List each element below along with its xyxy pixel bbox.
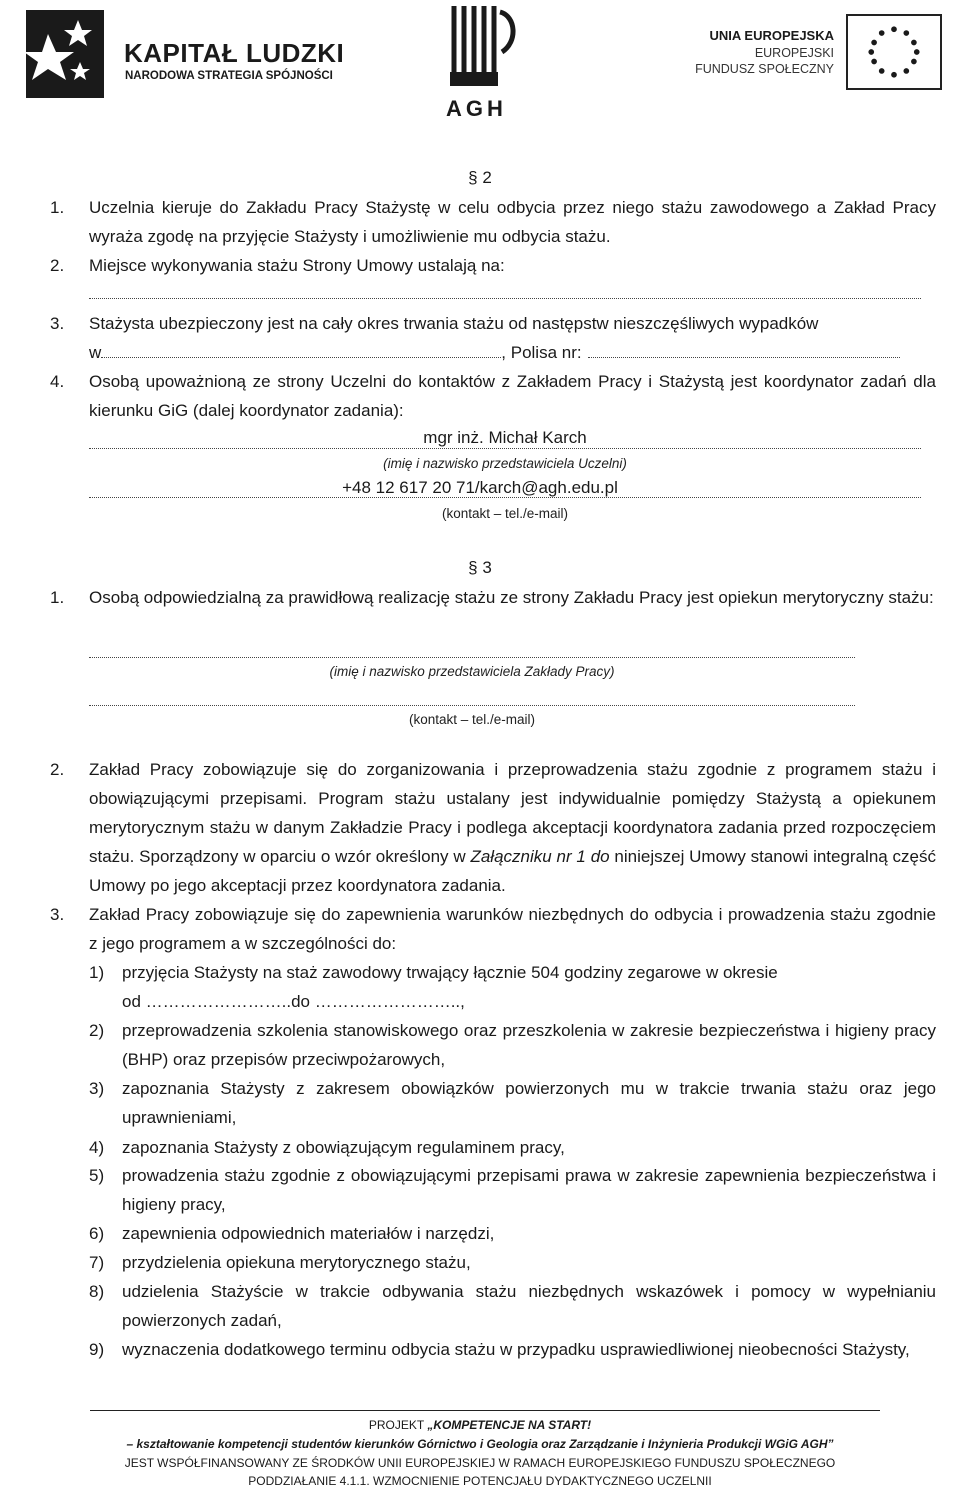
section-3-item-1: [50, 583, 936, 612]
item-text: Osobą upoważnioną ze strony Uczelni do kontaktów z Zakładem Pracy i Stażystą jest koordynator zadań dla kierunku GiG (dalej koordynator zadania):: [89, 372, 936, 420]
footer-project-line: [0, 1416, 960, 1435]
footer-project-name: „KOMPETENCJE NA START!: [427, 1418, 592, 1432]
agh-emblem-icon: [440, 2, 530, 94]
section-2-item-2: [50, 251, 936, 280]
coordinator-contact: +48 12 617 20 71/karch@agh.edu.pl: [342, 478, 618, 497]
kapital-ludzki-star-icon: [18, 4, 108, 104]
eu-fund-label-2: FUNDUSZ SPOŁECZNY: [695, 62, 834, 76]
sub-item-text: wyznaczenia dodatkowego terminu odbycia stażu w przypadku usprawiedliwionej nieobecności Stażysty,: [122, 1340, 910, 1359]
kapital-ludzki-title: KAPITAŁ LUDZKI: [124, 38, 345, 68]
sub-item-text: przyjęcia Stażysty na staż zawodowy trwający łącznie 504 godziny zegarowe w okresie: [122, 963, 778, 982]
item-text: Miejsce wykonywania stażu Strony Umowy ustalają na:: [89, 256, 505, 275]
sub-item-number: 3): [89, 1079, 105, 1098]
insurer-fill-line[interactable]: [101, 344, 501, 358]
eu-fund-label-1: EUROPEJSKI: [754, 46, 834, 60]
section-2-item-4: [50, 367, 936, 425]
item-number: 3.: [50, 314, 65, 333]
coordinator-name-line: [89, 448, 921, 449]
sub-item-text: udzielenia Stażyście w trakcie odbywania stażu niezbędnych wskazówek i pomocy w wypełnianiu powierzonych zadań,: [122, 1282, 936, 1330]
sub-item-text: prowadzenia stażu zgodnie z obowiązującymi przepisami prawa w zakresie zapewnienia bezpieczeństwa i higieny pracy,: [122, 1166, 936, 1214]
sub-item-number: 8): [89, 1282, 105, 1301]
item-number: 3.: [50, 905, 65, 924]
sub-item-number: 5): [89, 1166, 105, 1185]
workplace-fill-line[interactable]: [89, 298, 921, 299]
coordinator-contact-caption: (kontakt – tel./e-mail): [441, 506, 569, 521]
footer-funding-line: JEST WSPÓŁFINANSOWANY ZE ŚRODKÓW UNII EUROPEJSKIEJ W RAMACH EUROPEJSKIEGO FUNDUSZU SPOŁECZNEGO: [124, 1456, 836, 1470]
item-text-emphasis: Załączniku nr 1 do: [470, 847, 610, 866]
item-text: Uczelnia kieruje do Zakładu Pracy Stażystę w celu odbycia przez niego stażu zawodowego a Zakład Pracy wyraża zgodę na przyjęcie Stażysty i umożliwienie mu odbycia stażu.: [89, 198, 936, 246]
kapital-ludzki-subtitle: NARODOWA STRATEGIA SPÓJNOŚCI: [125, 70, 333, 82]
obligation-item-8: [89, 1277, 936, 1335]
obligation-item-7: [89, 1248, 936, 1277]
sub-item-number: 7): [89, 1253, 105, 1272]
obligation-item-6: [89, 1219, 936, 1248]
section-2-heading: § 2: [468, 168, 492, 187]
policy-label: , Polisa nr:: [501, 343, 582, 362]
sub-item-text: zapoznania Stażysty z zakresem obowiązków powierzonych mu w trakcie trwania stażu oraz jego uprawnieniami,: [122, 1079, 936, 1127]
item-text: Zakład Pracy zobowiązuje się do zapewnienia warunków niezbędnych do odbycia i prowadzenia stażu zgodnie z jego programem a w szczególności do:: [89, 905, 936, 953]
sub-item-text: przeprowadzenia szkolenia stanowiskowego oraz przeszkolenia w zakresie bezpieczeństwa i higieny pracy (BHP) oraz przepisów przeciwpożarowych,: [122, 1021, 936, 1069]
eu-union-label: UNIA EUROPEJSKA: [709, 28, 834, 43]
sub-item-number: 4): [89, 1138, 105, 1157]
sub-item-number: 6): [89, 1224, 105, 1243]
mentor-contact-fill-line[interactable]: [89, 705, 855, 706]
footer-subaction-line: PODDZIAŁANIE 4.1.1. WZMOCNIENIE POTENCJAŁU DYDAKTYCZNEGO UCZELNII: [248, 1474, 712, 1488]
sub-item-number: 9): [89, 1340, 105, 1359]
item-number: 1.: [50, 588, 65, 607]
section-3-heading: § 3: [468, 558, 492, 577]
eu-logo: [690, 14, 952, 94]
mentor-contact-caption: (kontakt – tel./e-mail): [408, 712, 536, 727]
policy-number-fill-line[interactable]: [588, 344, 900, 358]
obligation-item-3: [89, 1074, 936, 1132]
agh-logo: [440, 2, 530, 120]
coordinator-caption: (imię i nazwisko przedstawiciela Uczelni): [383, 456, 627, 471]
obligation-item-5: [89, 1161, 936, 1219]
item-number: 2.: [50, 256, 65, 275]
sub-item-text: zapoznania Stażysty z obowiązującym regulaminem pracy,: [122, 1138, 565, 1157]
kapital-ludzki-logo: [18, 4, 345, 104]
section-3-item-2: [50, 755, 936, 900]
item-text: Stażysta ubezpieczony jest na cały okres trwania stażu od następstw nieszczęśliwych wypadków: [89, 314, 819, 333]
mentor-name-fill-line[interactable]: [89, 657, 855, 658]
item-text-part-b: niniejszej Umowy stanowi integralną część Umowy po jego akceptacji przez koordynatora zadania.: [89, 847, 936, 895]
section-3-item-3: [50, 900, 936, 958]
item-text: Osobą odpowiedzialną za prawidłową realizację stażu ze strony Zakładu Pracy jest opiekun merytoryczny stażu:: [89, 588, 934, 607]
sub-item-number: 1): [89, 963, 105, 982]
agh-logo-text: AGH: [446, 96, 507, 121]
eu-flag-icon: [846, 14, 942, 90]
footer-divider: [90, 1410, 880, 1411]
sub-item-number: 2): [89, 1021, 105, 1040]
insurance-w-label: w: [89, 343, 102, 362]
obligation-item-9: [89, 1335, 936, 1364]
item-number: 2.: [50, 760, 65, 779]
section-2-item-3: [50, 309, 936, 338]
sub-item-text: zapewnienia odpowiednich materiałów i narzędzi,: [122, 1224, 495, 1243]
section-2-item-1: [50, 193, 936, 251]
item-number: 4.: [50, 372, 65, 391]
obligation-item-1: [89, 958, 936, 1016]
item-text: [89, 755, 936, 900]
sub-item-text: przydzielenia opiekuna merytorycznego stażu,: [122, 1253, 471, 1272]
item-number: 1.: [50, 198, 65, 217]
insurance-line: [89, 338, 921, 367]
footer-project-subtitle: – kształtowanie kompetencji studentów kierunków Górnictwo i Geologia oraz Zarządzanie i Inżynieria Produkcji WGiG AGH”: [126, 1437, 834, 1451]
document-header: [0, 0, 960, 130]
item-text-part-a: Zakład Pracy zobowiązuje się do zorganizowania i przeprowadzenia stażu zgodnie z programem stażu i obowiązującymi przepisami. Program stażu ustalany jest indywidualnie pomiędzy Stażystą a opiekunem merytorycznym stażu w danym Zakładzie Pracy i podlega akceptacji koordynatora zadania przed rozpoczęciem stażu. Sporządzony w oparciu o wzór określony w: [89, 760, 936, 866]
coordinator-name: mgr inż. Michał Karch: [423, 428, 587, 447]
mentor-caption: (imię i nazwisko przedstawiciela Zakłady Pracy): [329, 664, 615, 679]
obligation-item-2: [89, 1016, 936, 1074]
obligation-item-4: [89, 1133, 936, 1162]
sub-item-date-range: od ……………………..do ……………………..,: [122, 992, 465, 1011]
footer-project-prefix: PROJEKT: [368, 1418, 428, 1432]
